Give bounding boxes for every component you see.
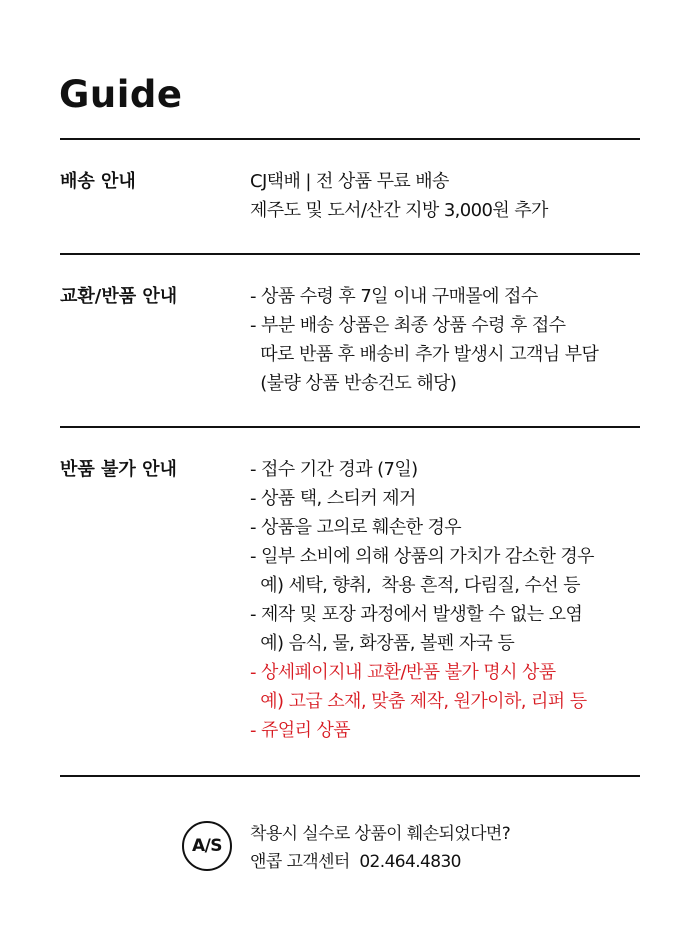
non-returnable-line: 예) 음식, 물, 화장품, 볼펜 자국 등	[250, 633, 515, 654]
divider	[60, 253, 640, 255]
non-returnable-line-highlight: - 상세페이지내 교환/반품 불가 명시 상품	[250, 662, 556, 683]
as-badge-icon: A/S	[182, 821, 232, 871]
after-service-question: 착용시 실수로 상품이 훼손되었다면?	[250, 824, 511, 844]
section-body-exchange-return	[250, 282, 598, 398]
non-returnable-line: - 일부 소비에 의해 상품의 가치가 감소한 경우	[250, 546, 594, 567]
after-service-info	[250, 820, 510, 876]
shipping-line: CJ택배 | 전 상품 무료 배송	[250, 171, 449, 192]
shipping-line: 제주도 및 도서/산간 지방 3,000원 추가	[250, 200, 548, 221]
non-returnable-line: - 상품 택, 스티커 제거	[250, 488, 416, 509]
non-returnable-line-highlight: - 쥬얼리 상품	[250, 720, 351, 741]
non-returnable-line: - 제작 및 포장 과정에서 발생할 수 없는 오염	[250, 604, 583, 625]
exchange-line: - 부분 배송 상품은 최종 상품 수령 후 접수	[250, 315, 566, 336]
non-returnable-line-highlight: 예) 고급 소재, 맞춤 제작, 원가이하, 리퍼 등	[250, 691, 587, 712]
divider	[60, 775, 640, 777]
divider	[60, 426, 640, 428]
non-returnable-line: - 접수 기간 경과 (7일)	[250, 459, 418, 480]
non-returnable-line: 예) 세탁, 향취, 착용 흔적, 다림질, 수선 등	[250, 575, 580, 596]
section-body-shipping	[250, 167, 548, 225]
exchange-line: - 상품 수령 후 7일 이내 구매몰에 접수	[250, 286, 538, 307]
exchange-line: 따로 반품 후 배송비 추가 발생시 고객님 부담	[250, 344, 599, 365]
section-label-shipping: 배송 안내	[60, 171, 136, 192]
divider	[60, 138, 640, 140]
section-body-non-returnable	[250, 455, 594, 745]
exchange-line: (불량 상품 반송건도 해당)	[250, 373, 457, 394]
customer-center-phone: 앤콥 고객센터 02.464.4830	[250, 852, 461, 872]
page-title: Guide	[59, 73, 183, 116]
section-label-non-returnable: 반품 불가 안내	[60, 459, 177, 480]
section-label-exchange-return: 교환/반품 안내	[60, 286, 178, 307]
non-returnable-line: - 상품을 고의로 훼손한 경우	[250, 517, 462, 538]
